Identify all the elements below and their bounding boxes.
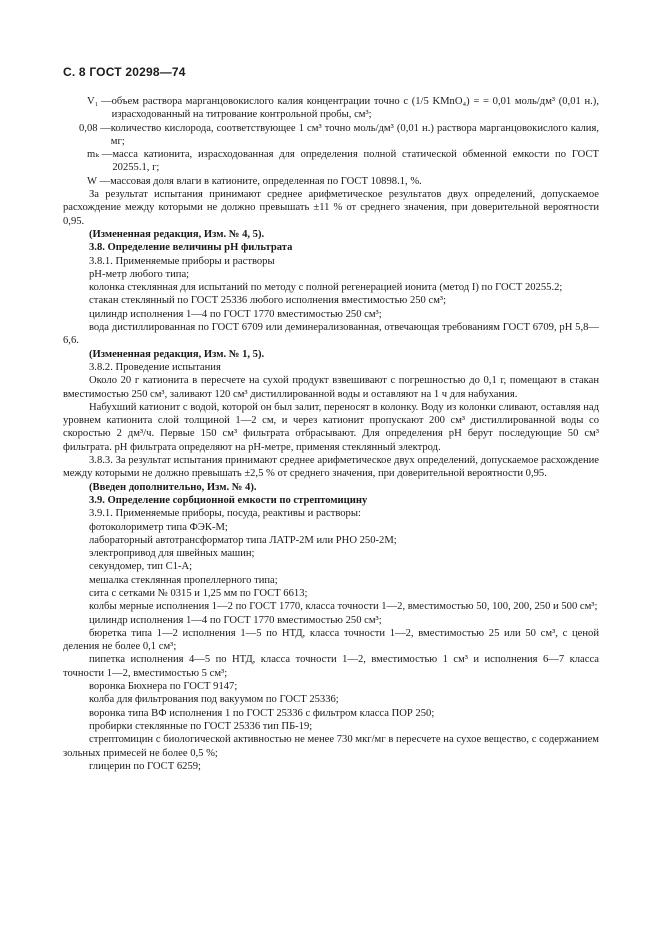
subsection-3-8-2: 3.8.2. Проведение испытания bbox=[89, 361, 221, 373]
list-item: мешалка стеклянная пропеллерного типа; bbox=[89, 574, 278, 586]
section-heading-3-8: 3.8. Определение величины pH фильтрата bbox=[89, 242, 293, 254]
list-item: pH-метр любого типа; bbox=[89, 268, 190, 280]
subsection-3-9-1: 3.9.1. Применяемые приборы, посуда, реактивы и растворы: bbox=[89, 508, 361, 520]
list-item: сита с сетками № 0315 и 1,25 мм по ГОСТ 6613; bbox=[89, 587, 308, 599]
list-item: пипетка исполнения 4—5 по НТД, класса точности 1—2, вместимостью 1 см³ и исполнения 6—7 класса точности 1—2, вместимостью 5 см³; bbox=[63, 654, 599, 679]
definition-symbol: 0,08 — bbox=[79, 122, 111, 134]
definition-symbol: V₁ — bbox=[87, 96, 112, 107]
document-body bbox=[63, 95, 599, 773]
list-item: глицерин по ГОСТ 6259; bbox=[89, 760, 201, 772]
page-header: С. 8 ГОСТ 20298—74 bbox=[63, 65, 186, 79]
definition-w bbox=[63, 175, 599, 188]
subsection-3-8-3: 3.8.3. За результат испытания принимают среднее арифметическое двух определений, допускаемое расхождение между которыми не должно превышать ±2,5 % от среднего значения, при доверительной вероятности 0,95. bbox=[63, 455, 599, 480]
list-item: колбы мерные исполнения 1—2 по ГОСТ 1770, класса точности 1—2, вместимостью 50, 100, 200, 250 и 500 см³; bbox=[89, 601, 598, 613]
amendment-note: (Измененная редакция, Изм. № 1, 5). bbox=[89, 348, 265, 360]
definition-008 bbox=[63, 122, 599, 149]
list-item: стакан стеклянный по ГОСТ 25336 любого исполнения вместимостью 250 см³; bbox=[89, 295, 447, 307]
paragraph: Около 20 г катионита в пересчете на сухой продукт взвешивают с погрешностью до 0,1 г, помещают в стакан вместимостью 250 см³, заливают 120 см³ дистиллированной воды и оставляют на 1 ч для набухания. bbox=[63, 375, 599, 400]
definition-symbol: W — bbox=[87, 175, 111, 187]
list-item: колба для фильтрования под вакуумом по ГОСТ 25336; bbox=[89, 694, 339, 706]
section-heading-3-9: 3.9. Определение сорбционной емкости по стрептомицину bbox=[89, 494, 368, 506]
list-item: секундомер, тип С1-А; bbox=[89, 561, 193, 573]
list-item: лабораторный автотрансформатор типа ЛАТР-2М или РНО 250-2М; bbox=[89, 534, 397, 546]
list-item: электропривод для швейных машин; bbox=[89, 548, 255, 560]
list-item: бюретка типа 1—2 исполнения 1—5 по НТД, класса точности 1—2, вместимостью 25 или 50 см³, с ценой деления не более 0,1 см³; bbox=[63, 627, 599, 653]
amendment-note: (Измененная редакция, Изм. № 4, 5). bbox=[89, 228, 265, 240]
list-item: пробирки стеклянные по ГОСТ 25336 тип ПБ-19; bbox=[89, 720, 313, 732]
list-item: стрептомицин с биологической активностью не менее 730 мкг/мг в пересчете на сухое вещество, с содержанием зольных примесей не более 0,5 %; bbox=[63, 734, 599, 759]
subsection-3-8-1: 3.8.1. Применяемые приборы и растворы bbox=[89, 255, 275, 267]
list-item: цилиндр исполнения 1—4 по ГОСТ 1770 вместимостью 250 см³; bbox=[89, 308, 382, 320]
paragraph: Набухший катионит с водой, которой он был залит, переносят в колонку. Воду из колонки сливают, оставляя над уровнем катионита слой толщиной 1—2 см, и через катионит пропускают 200 см³ дистиллированной воды со скоростью 2 дм³/ч. Первые 150 см³ фильтрата отбрасывают. Для определения pH берут последующие 50 см³ фильтрата. pH фильтрата определяют на pH-метре, применяя стеклянный электрод. bbox=[63, 401, 599, 453]
definition-text: масса катионита, израсходованная для определения полной статической обменной емкости по ГОСТ 20255.1, г; bbox=[112, 149, 599, 174]
list-item: вода дистиллированная по ГОСТ 6709 или деминерализованная, отвечающая требованиям ГОСТ 6709, pH 5,8—6,6. bbox=[63, 322, 599, 347]
list-item: воронка типа ВФ исполнения 1 по ГОСТ 25336 с фильтром класса ПОР 250; bbox=[89, 707, 435, 719]
list-item: цилиндр исполнения 1—4 по ГОСТ 1770 вместимостью 250 см³; bbox=[89, 614, 382, 626]
definition-mk bbox=[63, 148, 599, 175]
paragraph-result-3-7: За результат испытания принимают среднее арифметическое результатов двух определений, допускаемое расхождение между которыми не должно превышать ±11 % от среднего значения, при доверительной вероятности 0,95. bbox=[63, 189, 599, 227]
definition-v1 bbox=[63, 95, 599, 122]
definition-text: объем раствора марганцовокислого калия концентрации точно c (1/5 KMnO₄) = = 0,01 моль/дм³ (0,01 н.), израсходованный на титрование контрольной пробы, см³; bbox=[111, 96, 599, 121]
list-item: колонка стеклянная для испытаний по методу с полной регенерацией ионита (метод I) по ГОСТ 20255.2; bbox=[89, 282, 563, 294]
list-item: фотоколориметр типа ФЭК-М; bbox=[89, 521, 228, 533]
definition-text: количество кислорода, соответствующее 1 см³ точно моль/дм³ (0,01 н.) раствора марганцовокислого калия, мг; bbox=[110, 122, 599, 147]
list-item: воронка Бюхнера по ГОСТ 9147; bbox=[89, 681, 238, 693]
amendment-note: (Введен дополнительно, Изм. № 4). bbox=[89, 481, 257, 493]
definition-symbol: mₖ — bbox=[87, 149, 113, 161]
definition-text: массовая доля влаги в катионите, определенная по ГОСТ 10898.1, %. bbox=[110, 175, 422, 187]
